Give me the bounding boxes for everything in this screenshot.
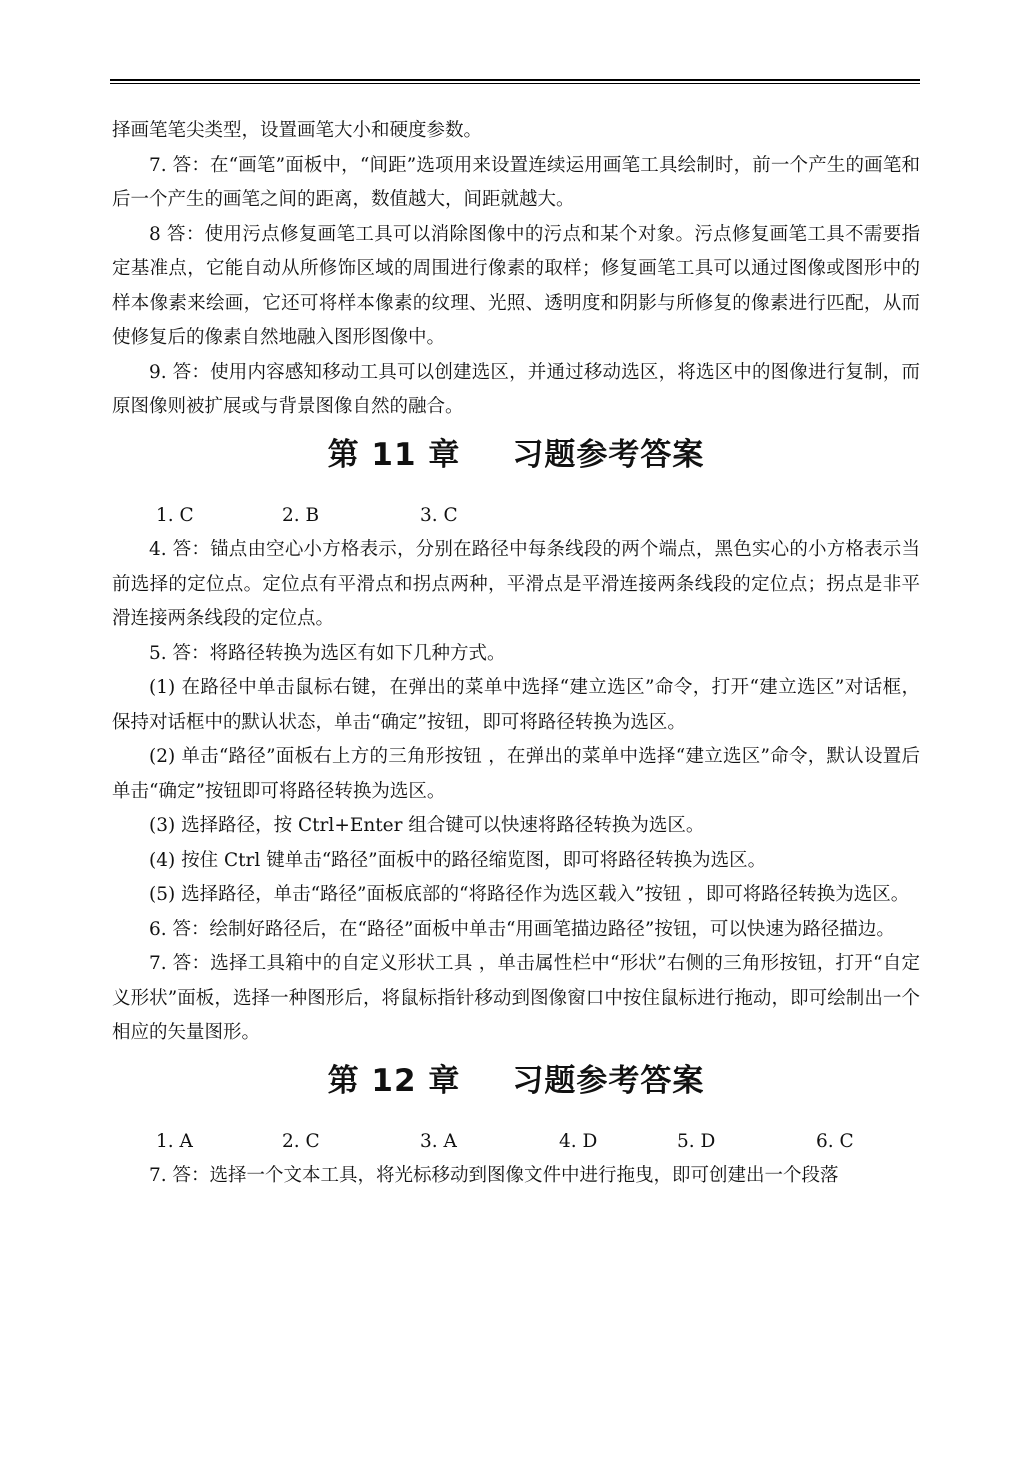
ch11-paragraph: 4. 答：锚点由空心小方格表示，分别在路径中每条线段的两个端点，黑色实心的小方格表示当前选择的定位点。定位点有平滑点和拐点两种，平滑点是平滑连接两条线段的定位点；拐点是非平滑连接两条线段的定位点。: [112, 539, 920, 629]
ch12-answer-row: [112, 1125, 920, 1160]
answer-item: 1. C: [156, 504, 194, 526]
ch11-paragraph: 7. 答：选择工具箱中的自定义形状工具 ，单击属性栏中“形状”右侧的三角形按钮，打开“自定义形状”面板，选择一种图形后，将鼠标指针移动到图像窗口中按住鼠标进行拖动，即可绘制出一个相应的矢量图形。: [112, 953, 920, 1043]
chapter-11-heading: [112, 425, 920, 499]
answer-item: 1. A: [156, 1130, 193, 1152]
ch11-paragraph: (5) 选择路径，单击“路径”面板底部的“将路径作为选区载入”按钮 ，即可将路径转换为选区。: [149, 884, 910, 905]
answer-item: 6. C: [816, 1130, 854, 1152]
intro-paragraph: 择画笔笔尖类型，设置画笔大小和硬度参数。: [112, 120, 483, 141]
answer-item: 5. D: [677, 1130, 716, 1152]
header-rule-thin: [110, 83, 920, 84]
ch12-paragraph: 7. 答：选择一个文本工具，将光标移动到图像文件中进行拖曳，即可创建出一个段落: [149, 1165, 839, 1186]
answer-item: 2. C: [282, 1130, 320, 1152]
ch11-answer-row: [112, 499, 920, 534]
answer-item: 3. C: [420, 504, 458, 526]
ch11-paragraph: (1) 在路径中单击鼠标右键，在弹出的菜单中选择“建立选区”命令，打开“建立选区”对话框，保持对话框中的默认状态，单击“确定”按钮，即可将路径转换为选区。: [112, 677, 920, 733]
ch11-paragraph: (4) 按住 Ctrl 键单击“路径”面板中的路径缩览图，即可将路径转换为选区。: [149, 849, 767, 871]
ch11-paragraph: 6. 答：绘制好路径后，在“路径”面板中单击“用画笔描边路径”按钮，可以快速为路径描边。: [149, 918, 895, 940]
chapter-title: 习题参考答案: [512, 1062, 705, 1099]
chapter-number: 第 12 章: [327, 1062, 461, 1099]
answer-item: 3. A: [420, 1130, 457, 1152]
chapter-number: 第 11 章: [327, 436, 461, 473]
chapter-title: 习题参考答案: [512, 436, 705, 473]
ch11-paragraph: (3) 选择路径，按 Ctrl+Enter 组合键可以快速将路径转换为选区。: [149, 815, 705, 836]
answer-item: 2. B: [282, 504, 320, 526]
page-body: [112, 114, 920, 1194]
ch11-paragraph: (2) 单击“路径”面板右上方的三角形按钮 ，在弹出的菜单中选择“建立选区”命令，默认设置后单击“确定”按钮即可将路径转换为选区。: [112, 746, 920, 802]
intro-paragraph: 7. 答：在“画笔”面板中，“间距”选项用来设置连续运用画笔工具绘制时，前一个产生的画笔和后一个产生的画笔之间的距离，数值越大，间距就越大。: [112, 154, 920, 210]
intro-paragraph: 8 答：使用污点修复画笔工具可以消除图像中的污点和某个对象。污点修复画笔工具不需要指定基准点，它能自动从所修饰区域的周围进行像素的取样；修复画笔工具可以通过图像或图形中的样本像素来绘画，它还可将样本像素的纹理、光照、透明度和阴影与所修复的像素进行匹配，从而使修复后的像素自然地融入图形图像中。: [112, 223, 920, 348]
answer-item: 4. D: [559, 1130, 598, 1152]
header-rule: [110, 79, 920, 81]
intro-paragraph: 9. 答：使用内容感知移动工具可以创建选区，并通过移动选区，将选区中的图像进行复制，而原图像则被扩展或与背景图像自然的融合。: [112, 361, 920, 417]
ch11-paragraph: 5. 答：将路径转换为选区有如下几种方式。: [149, 642, 506, 664]
chapter-12-heading: [112, 1051, 920, 1125]
